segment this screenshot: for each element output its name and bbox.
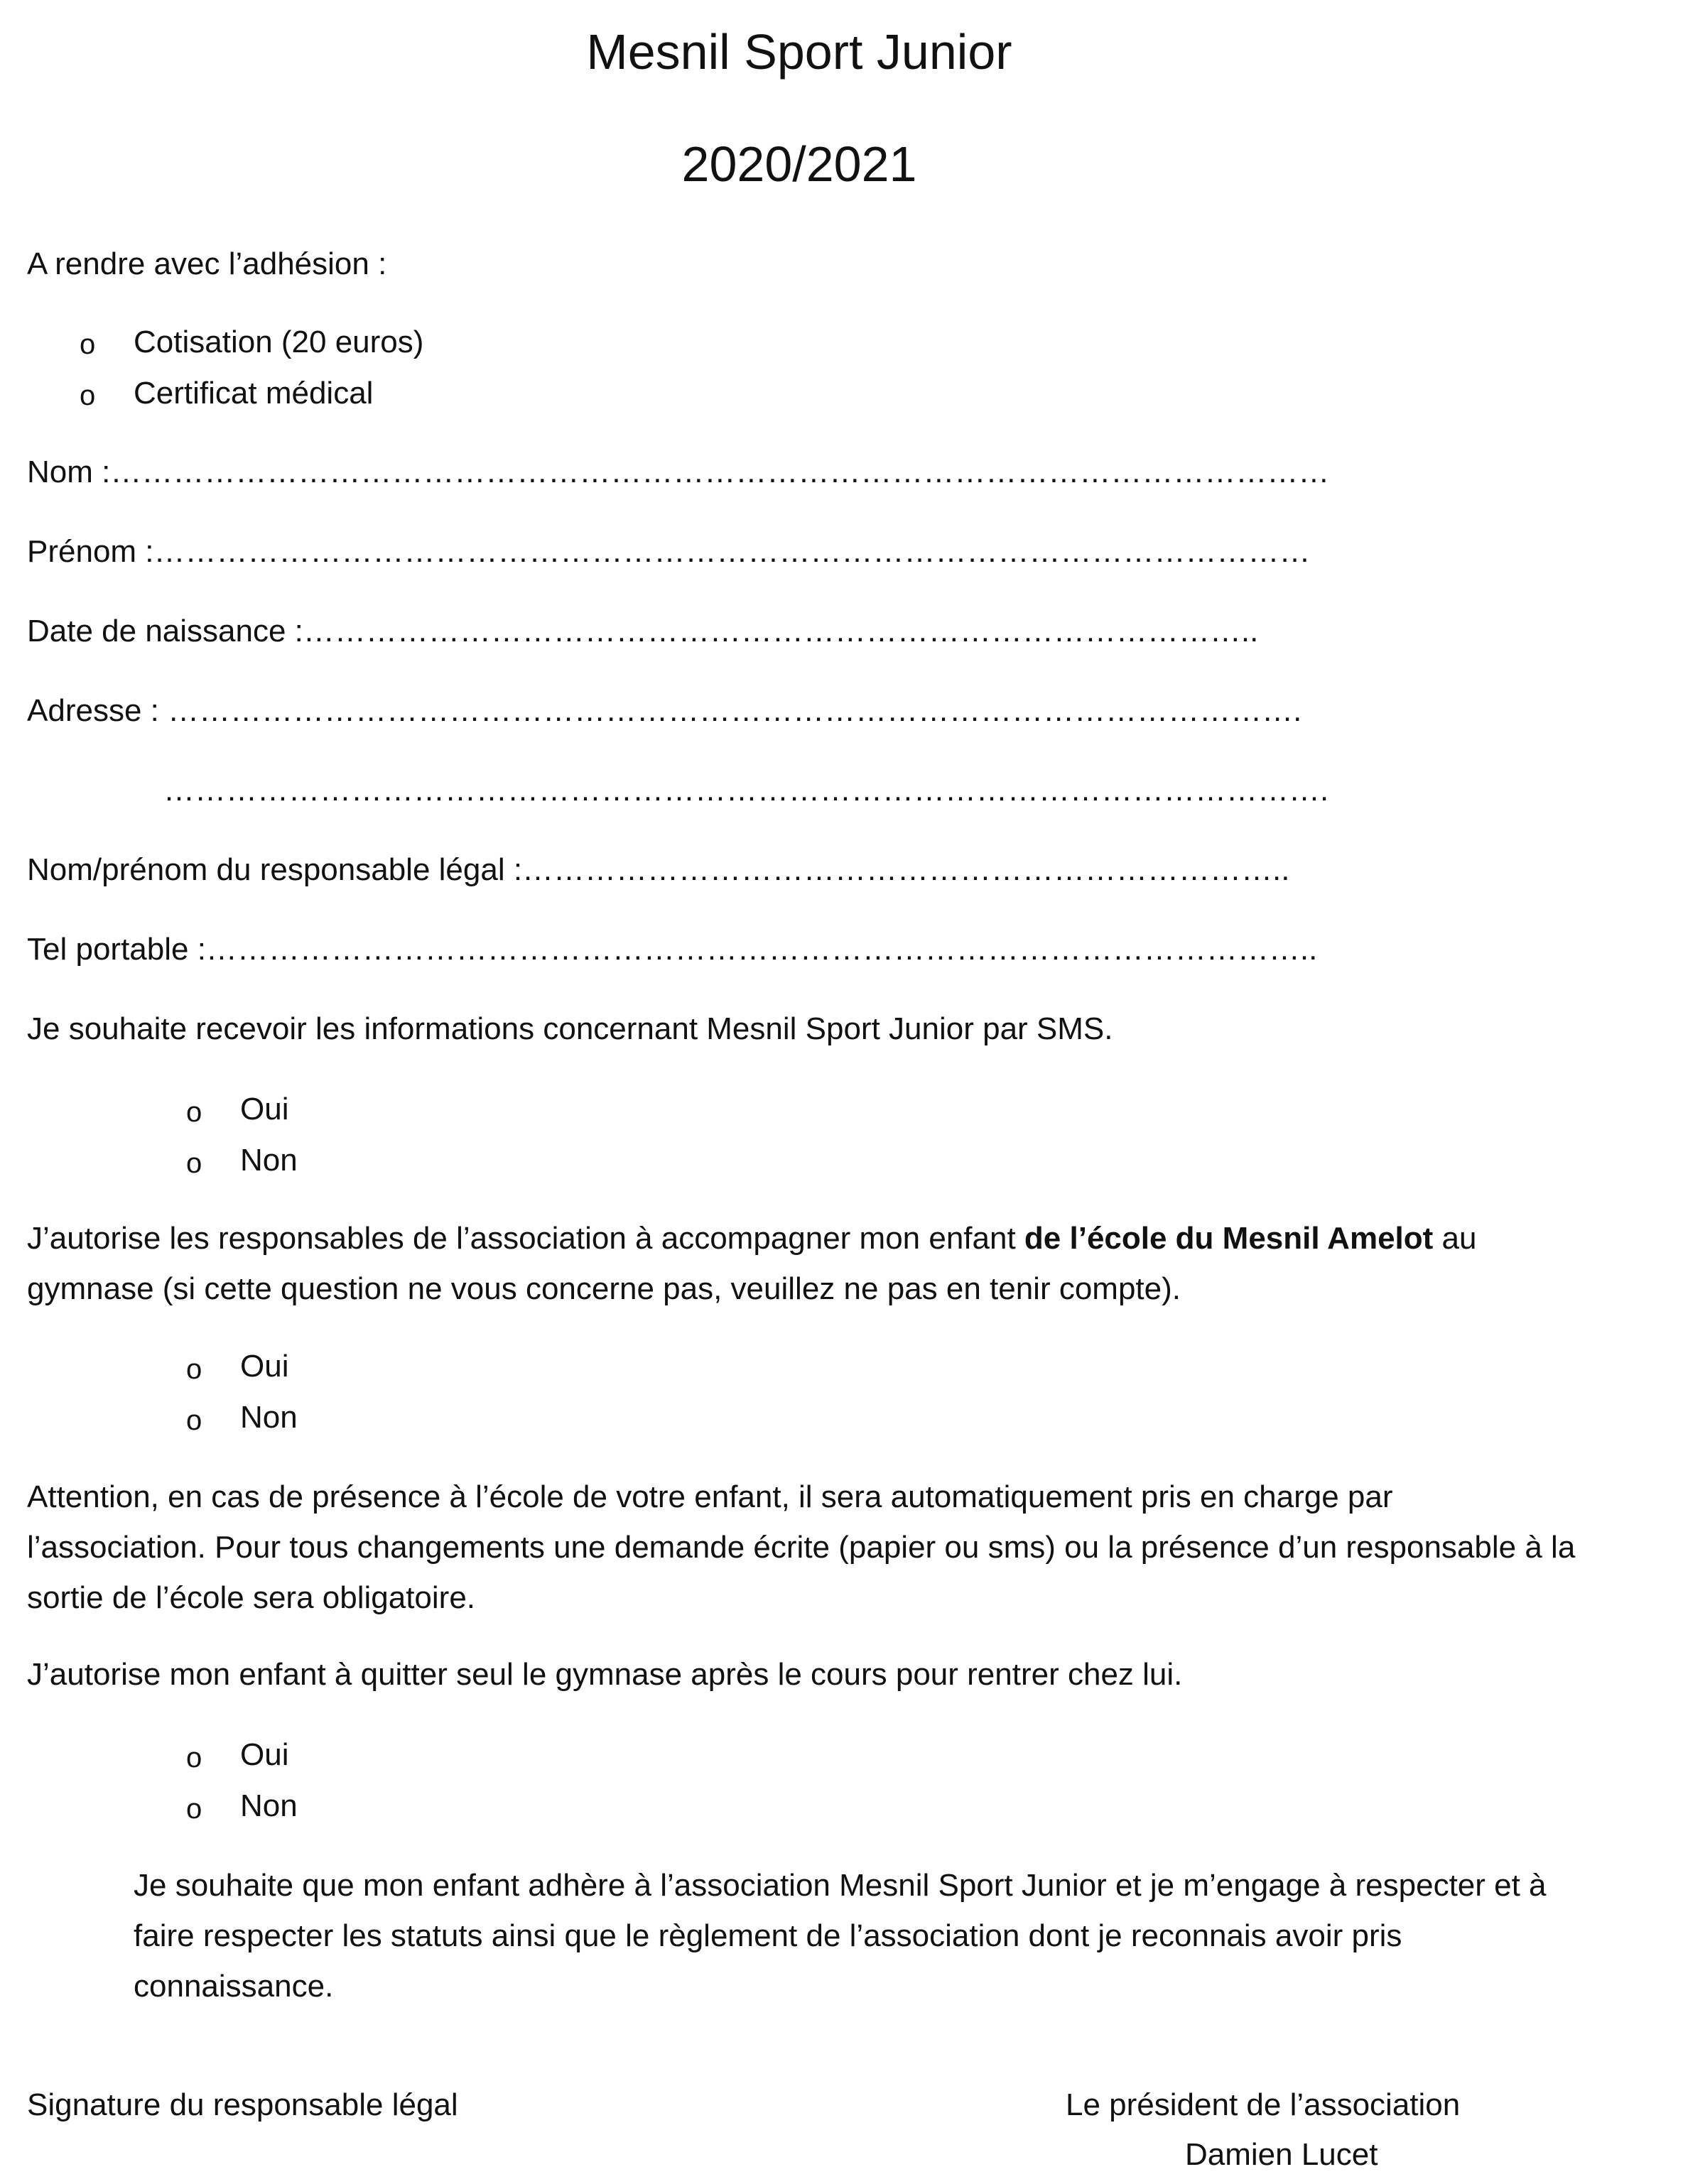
- president-label: Le président de l’association: [1066, 2087, 1461, 2122]
- commitment-paragraph: Je souhaite que mon enfant adhère à l’association Mesnil Sport Junior et je m’engage à respecter et à faire respecter les statuts ainsi que le règlement de l’association dont je reconnais avoir pris connaissance.: [134, 1868, 1547, 2004]
- field-prenom[interactable]: Prénom :…………………………………………………………………………………………………: [27, 534, 1311, 569]
- leave-alone-question: J’autorise mon enfant à quitter seul le gymnase après le cours pour rentrer chez lui.: [27, 1657, 1183, 1692]
- radio-circle-icon[interactable]: o: [186, 1148, 202, 1179]
- sms-question: Je souhaite recevoir les informations concernant Mesnil Sport Junior par SMS.: [27, 1011, 1113, 1046]
- accompany-question: J’autorise les responsables de l’association à accompagner mon enfant de l’école du Mesnil Amelot au gymnase (si cette question ne vous concerne pas, veuillez ne pas en tenir compte).: [27, 1221, 1477, 1306]
- radio-circle-icon[interactable]: o: [186, 1405, 202, 1436]
- radio-circle-icon[interactable]: o: [186, 1097, 202, 1128]
- bullet-icon: o: [80, 380, 96, 411]
- checklist-item-certificat: Certificat médical: [134, 376, 374, 411]
- radio-circle-icon[interactable]: o: [186, 1793, 202, 1825]
- bullet-icon: o: [80, 329, 96, 360]
- field-adresse-line2[interactable]: ………………………………………………………………………………………………….: [163, 773, 1329, 808]
- document-title: Mesnil Sport Junior: [586, 24, 1012, 80]
- radio-circle-icon[interactable]: o: [186, 1742, 202, 1773]
- field-responsable[interactable]: Nom/prénom du responsable légal :………………………………………………………………..: [27, 852, 1290, 887]
- accompany-option-oui[interactable]: Oui: [240, 1349, 289, 1384]
- leave-alone-option-non[interactable]: Non: [240, 1788, 298, 1823]
- season-label: 2020/2021: [681, 136, 917, 192]
- sms-option-non[interactable]: Non: [240, 1143, 298, 1178]
- leave-alone-option-oui[interactable]: Oui: [240, 1737, 289, 1772]
- attention-paragraph: Attention, en cas de présence à l’école de votre enfant, il sera automatiquement pris en charge par l’association. Pour tous changements une demande écrite (papier ou sms) ou la présence d’un responsable à la sortie de l’école sera obligatoire.: [27, 1479, 1576, 1615]
- checklist-intro: A rendre avec l’adhésion :: [27, 246, 387, 281]
- field-tel[interactable]: Tel portable :……………………………………………………………………………………………..: [27, 932, 1318, 967]
- president-name: Damien Lucet: [1185, 2137, 1378, 2172]
- field-nom[interactable]: Nom :………………………………………………………………………………………………………: [27, 455, 1330, 489]
- sms-option-oui[interactable]: Oui: [240, 1092, 289, 1126]
- field-adresse[interactable]: Adresse : ……………………………………………………………………………………………….: [27, 693, 1302, 728]
- accompany-option-non[interactable]: Non: [240, 1400, 298, 1435]
- radio-circle-icon[interactable]: o: [186, 1354, 202, 1385]
- signature-label: Signature du responsable légal: [27, 2087, 458, 2122]
- field-date-naissance[interactable]: Date de naissance :………………………………………………………………………………..: [27, 614, 1259, 648]
- checklist-item-cotisation: Cotisation (20 euros): [134, 325, 424, 359]
